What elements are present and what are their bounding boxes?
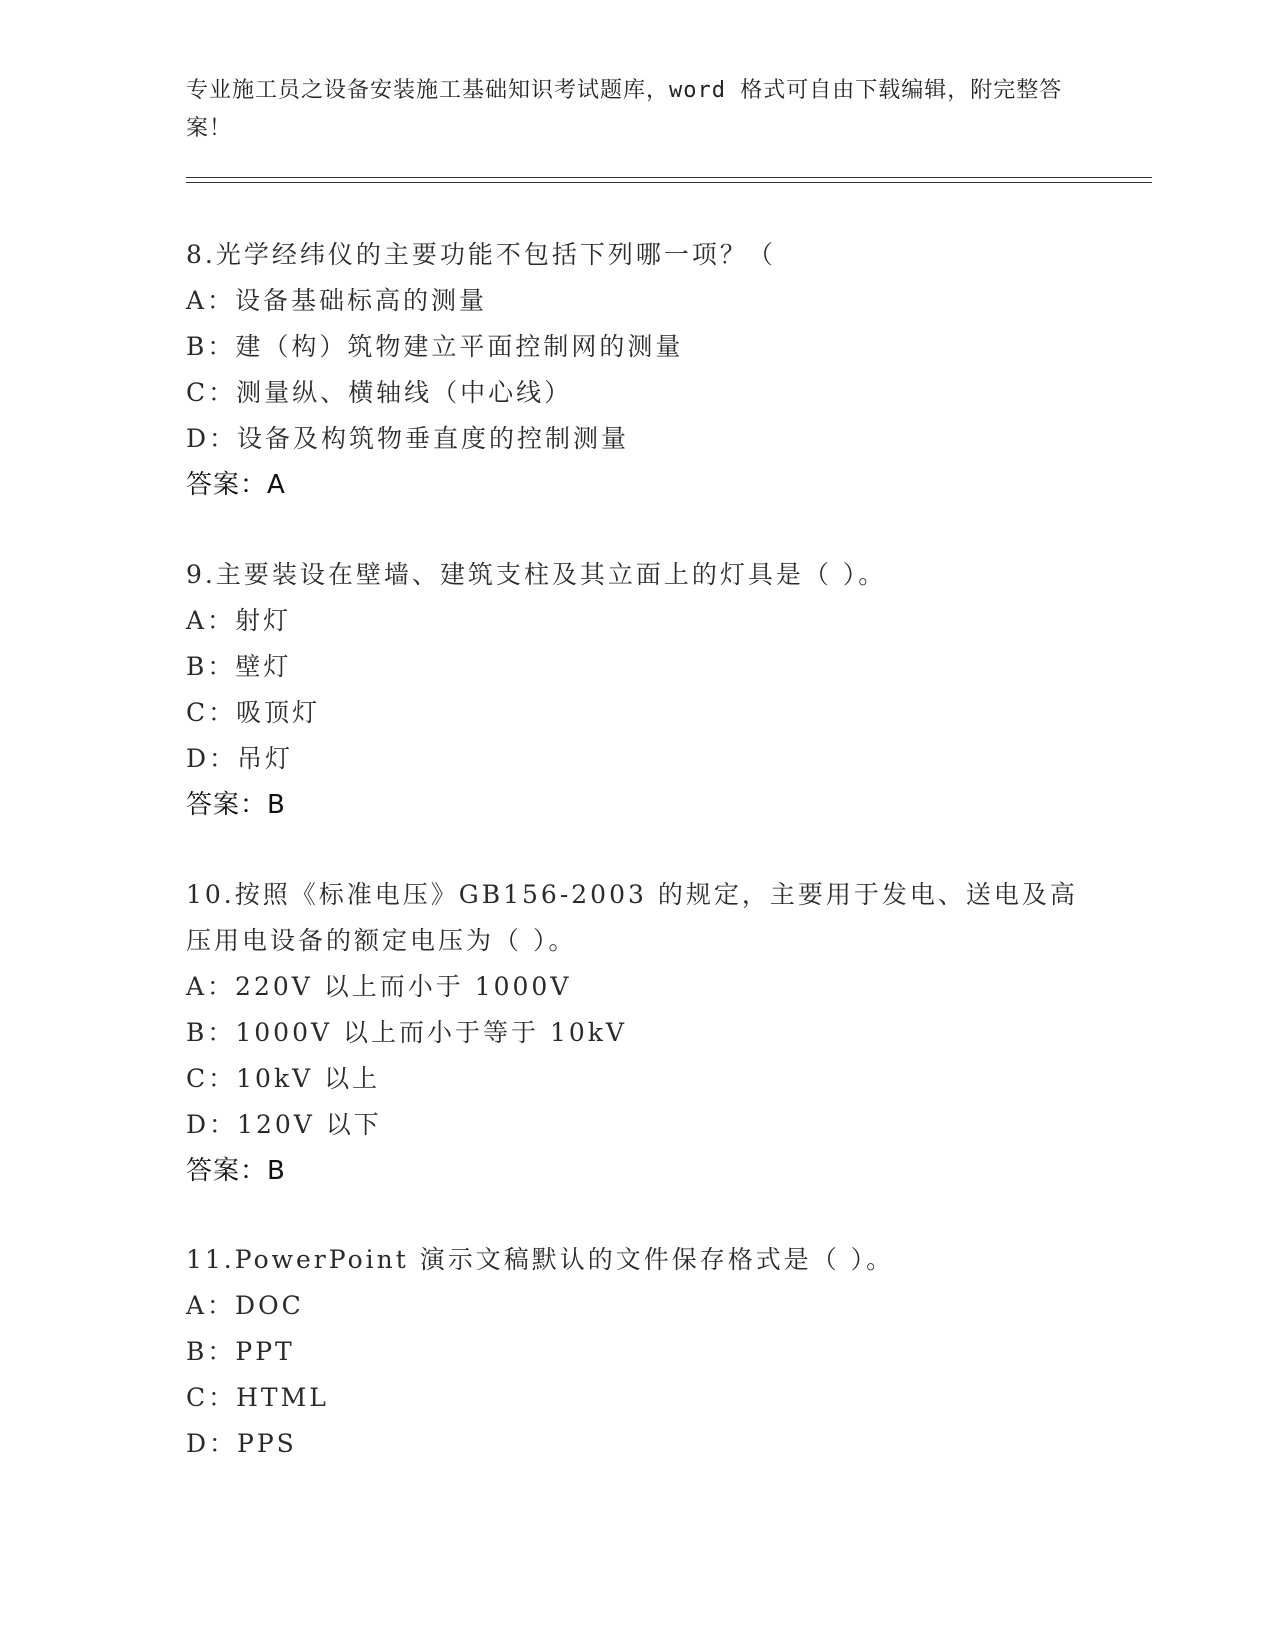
option-c: C：测量纵、横轴线（中心线） <box>186 378 573 407</box>
option-b: B：壁灯 <box>186 652 292 681</box>
option-c: C：吸顶灯 <box>186 698 321 727</box>
question-8 <box>186 232 1086 508</box>
option-a: A：DOC <box>186 1291 304 1320</box>
option-d: D：120V 以下 <box>186 1110 382 1139</box>
question-11 <box>186 1237 1086 1467</box>
question-9 <box>186 552 1086 828</box>
header-divider-bottom <box>186 182 1152 183</box>
answer: 答案：A <box>186 470 286 500</box>
option-a: A：设备基础标高的测量 <box>186 286 488 315</box>
answer: 答案：B <box>186 1156 286 1186</box>
option-d: D：PPS <box>186 1429 297 1458</box>
question-stem: 9.主要装设在壁墙、建筑支柱及其立面上的灯具是（ ）。 <box>186 560 887 589</box>
answer: 答案：B <box>186 790 286 820</box>
option-a: A：220V 以上而小于 1000V <box>186 972 572 1001</box>
option-d: D：吊灯 <box>186 744 294 773</box>
question-10 <box>186 872 1086 1194</box>
header-divider-top <box>186 177 1152 178</box>
question-stem: 11.PowerPoint 演示文稿默认的文件保存格式是（ ）。 <box>186 1245 895 1274</box>
option-c: C：HTML <box>186 1383 329 1412</box>
option-b: B：1000V 以上而小于等于 10kV <box>186 1018 627 1047</box>
option-c: C：10kV 以上 <box>186 1064 381 1093</box>
question-stem: 8.光学经纬仪的主要功能不包括下列哪一项？（ <box>186 240 776 269</box>
option-b: B：建（构）筑物建立平面控制网的测量 <box>186 332 684 361</box>
option-a: A：射灯 <box>186 606 292 635</box>
option-d: D：设备及构筑物垂直度的控制测量 <box>186 424 630 453</box>
question-stem: 10.按照《标准电压》GB156-2003 的规定，主要用于发电、送电及高压用电设备的额定电压为（ ）。 <box>186 880 1078 955</box>
document-header: 专业施工员之设备安装施工基础知识考试题库，word 格式可自由下载编辑，附完整答案！ <box>186 78 1063 141</box>
option-b: B：PPT <box>186 1337 295 1366</box>
